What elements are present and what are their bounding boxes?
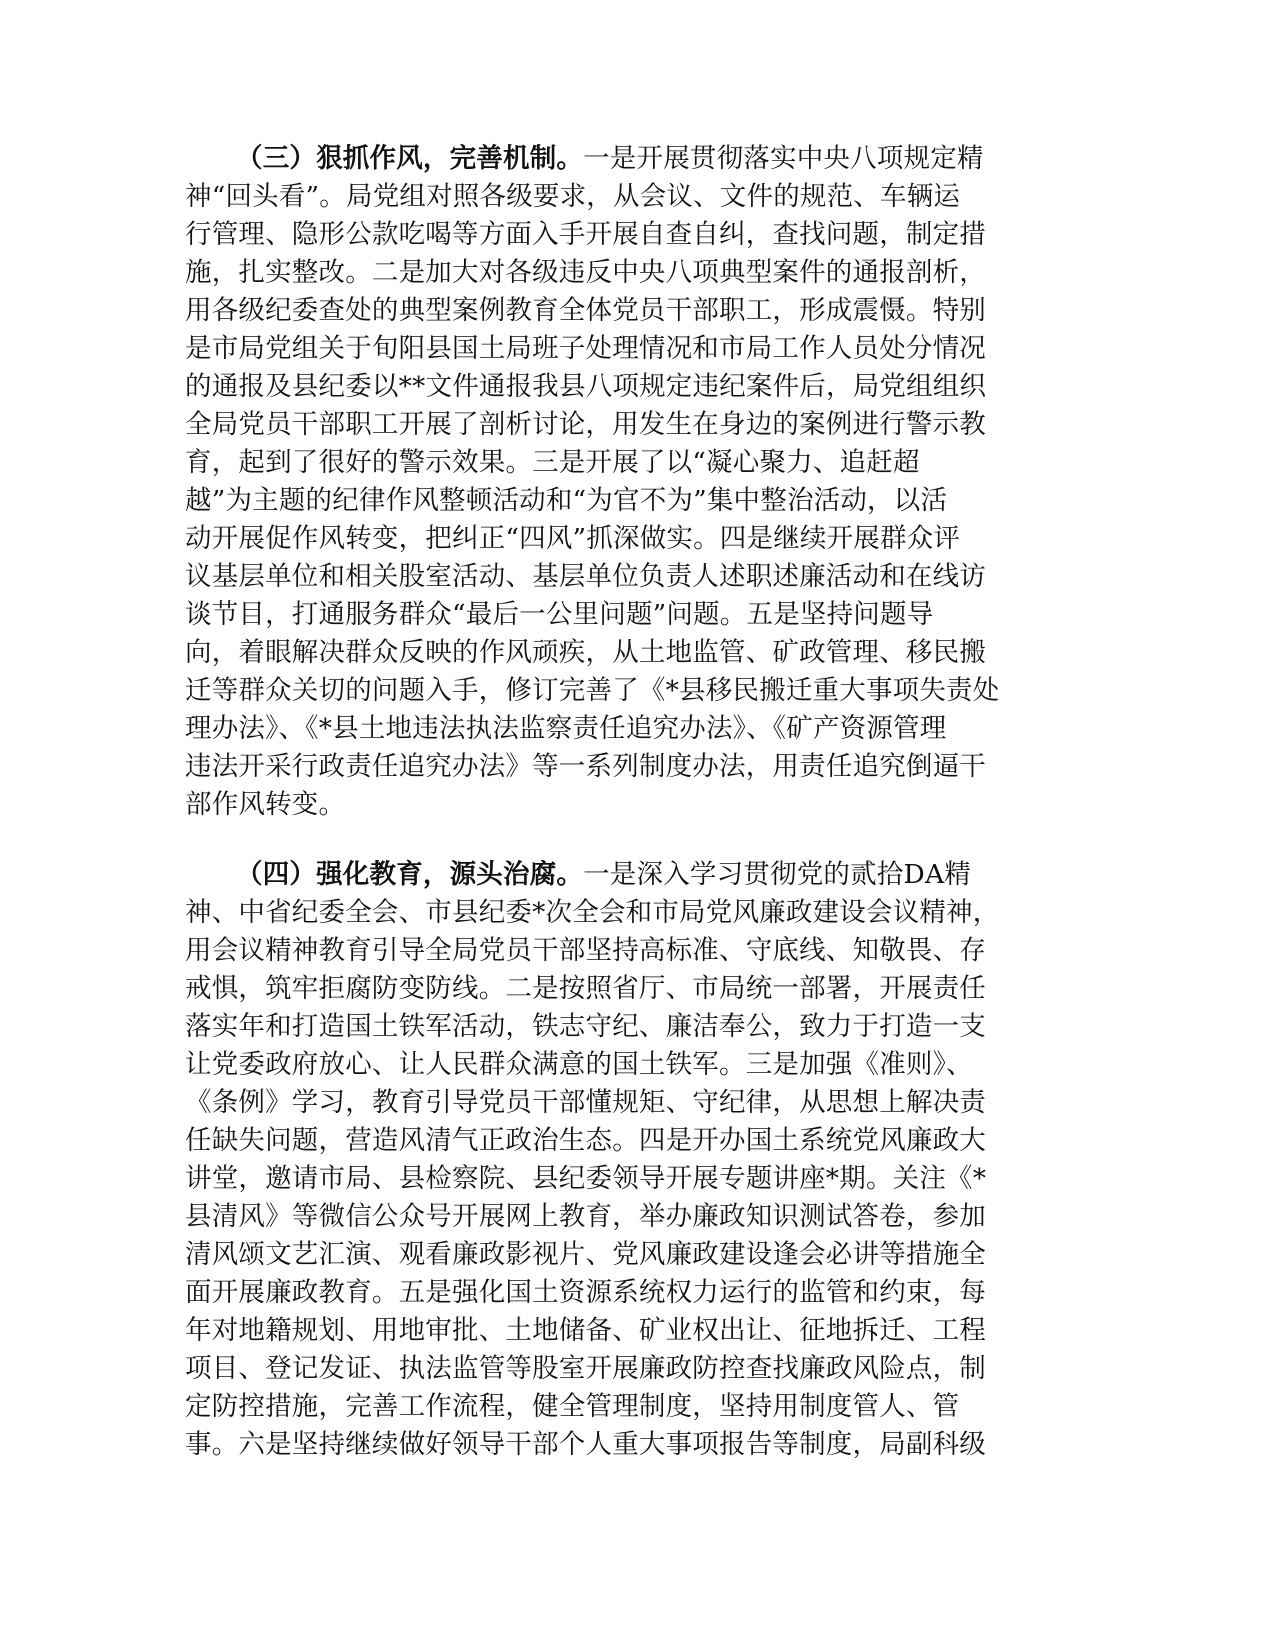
section-3-line-1-text: 一是开展贯彻落实中央八项规定精 <box>583 143 984 174</box>
section-3-line: 育，起到了很好的警示效果。三是开展了以“凝心聚力、追赶超 <box>185 447 920 478</box>
section-4-line: 清风颂文艺汇演、观看廉政影视片、党风廉政建设逢会必讲等措施全 <box>185 1239 986 1270</box>
section-3-line: 违法开采行政责任追究办法》等一系列制度办法，用责任追究倒逼干 <box>185 751 986 782</box>
section-3-line: 谈节目，打通服务群众“最后一公里问题”问题。五是坚持问题导 <box>185 599 934 630</box>
section-4-line: 项目、登记发证、执法监管等股室开展廉政防控查找廉政风险点，制 <box>185 1353 986 1384</box>
section-4-line: 戒惧，筑牢拒腐防变防线。二是按照省厅、市局统一部署，开展责任 <box>185 973 986 1004</box>
section-3-line: 越”为主题的纪律作风整顿活动和“为官不为”集中整治活动，以活 <box>185 485 948 516</box>
section-4-line: 面开展廉政教育。五是强化国土资源系统权力运行的监管和约束，每 <box>185 1277 986 1308</box>
section-4-heading: （四）强化教育，源头治腐。 <box>236 859 584 890</box>
section-4-line: 落实年和打造国土铁军活动，铁志守纪、廉洁奉公，致力于打造一支 <box>185 1011 986 1042</box>
section-3-line: 议基层单位和相关股室活动、基层单位负责人述职述廉活动和在线访 <box>185 561 986 592</box>
section-4-line: 神、中省纪委全会、市县纪委*次全会和市局党风廉政建设会议精神， <box>185 897 1000 928</box>
section-3-line: 用各级纪委查处的典型案例教育全体党员干部职工，形成震慑。特别 <box>185 295 986 326</box>
section-3-line: 动开展促作风转变，把纠正“四风”抓深做实。四是继续开展群众评 <box>185 523 961 554</box>
section-3-line: 是市局党组关于旬阳县国土局班子处理情况和市局工作人员处分情况 <box>185 333 986 364</box>
section-4-line: 定防控措施，完善工作流程，健全管理制度，坚持用制度管人、管 <box>185 1391 960 1422</box>
section-3-line: 施，扎实整改。二是加大对各级违反中央八项典型案件的通报剖析， <box>185 257 986 288</box>
section-3-line: 向，着眼解决群众反映的作风顽疾，从土地监管、矿政管理、移民搬 <box>185 637 986 668</box>
section-4-line-1 <box>236 857 971 893</box>
section-3-line: 理办法》、《*县土地违法执法监察责任追究办法》、《矿产资源管理 <box>185 713 947 744</box>
section-4-line: 讲堂，邀请市局、县检察院、县纪委领导开展专题讲座*期。关注《* <box>185 1163 987 1194</box>
section-3-line-1 <box>236 141 984 177</box>
section-4-line-1-text: 一是深入学习贯彻党的贰拾DA精 <box>583 859 971 890</box>
section-4-line: 用会议精神教育引导全局党员干部坚持高标准、守底线、知敬畏、存 <box>185 935 986 966</box>
section-4-line: 事。六是坚持继续做好领导干部个人重大事项报告等制度，局副科级 <box>185 1429 986 1460</box>
section-3-heading: （三）狠抓作风，完善机制。 <box>236 143 584 174</box>
section-4-line: 《条例》学习，教育引导党员干部懂规矩、守纪律，从思想上解决责 <box>185 1087 986 1118</box>
section-3-line: 部作风转变。 <box>185 789 346 820</box>
section-3-line: 全局党员干部职工开展了剖析讨论，用发生在身边的案例进行警示教 <box>185 409 986 440</box>
section-4-line: 年对地籍规划、用地审批、土地储备、矿业权出让、征地拆迁、工程 <box>185 1315 986 1346</box>
section-4-line: 任缺失问题，营造风清气正政治生态。四是开办国土系统党风廉政大 <box>185 1125 986 1156</box>
section-4-line: 县清风》等微信公众号开展网上教育，举办廉政知识测试答卷，参加 <box>185 1201 986 1232</box>
section-3-line: 迁等群众关切的问题入手，修订完善了《*县移民搬迁重大事项失责处 <box>185 675 1000 706</box>
section-3-line: 的通报及县纪委以**文件通报我县八项规定违纪案件后，局党组组织 <box>185 371 987 402</box>
section-3-line: 行管理、隐形公款吃喝等方面入手开展自查自纠，查找问题，制定措 <box>185 219 986 250</box>
section-4-line: 让党委政府放心、让人民群众满意的国土铁军。三是加强《准则》、 <box>185 1049 973 1080</box>
section-3-line: 神“回头看”。局党组对照各级要求，从会议、文件的规范、车辆运 <box>185 181 961 212</box>
